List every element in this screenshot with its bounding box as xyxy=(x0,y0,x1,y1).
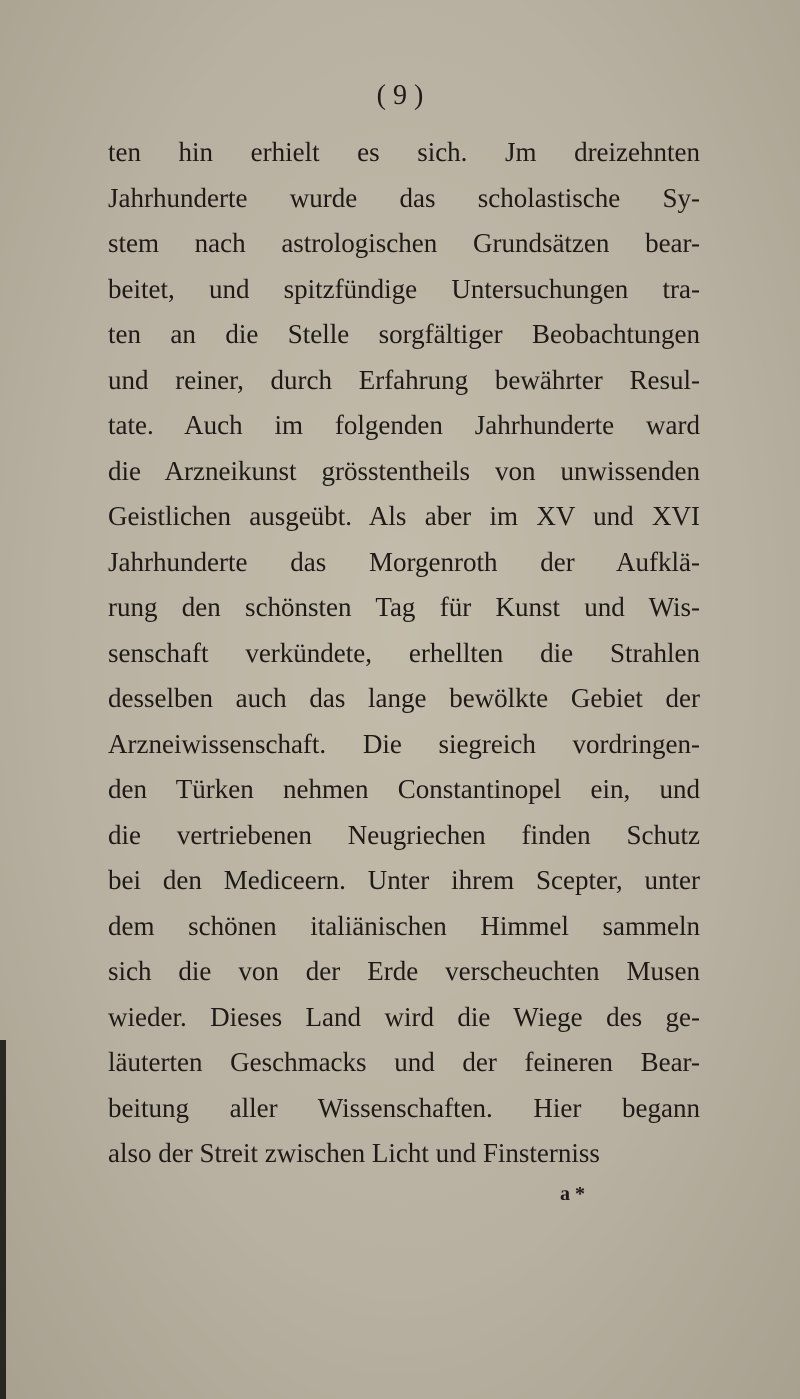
text-line: die vertriebenen Neugriechen finden Schutz xyxy=(108,819,700,850)
text-line: Jahrhunderte das Morgenroth der Aufklä- xyxy=(108,546,700,577)
text-line: stem nach astrologischen Grundsätzen bear- xyxy=(108,228,700,258)
text-line: Arzneiwissenschaft. Die siegreich vordringen- xyxy=(108,728,700,759)
text-line: läuterten Geschmacks und der feineren Bear- xyxy=(108,1047,700,1077)
text-line: Jahrhunderte wurde das scholastische Sy- xyxy=(108,182,700,213)
text-line: dem schönen italiänischen Himmel sammeln xyxy=(108,910,700,941)
text-line: ten hin erhielt es sich. Jm dreizehnten xyxy=(108,137,700,167)
page-number: ( 9 ) xyxy=(376,80,424,111)
signature-mark: a * xyxy=(560,1183,585,1205)
text-line: und reiner, durch Erfahrung bewährter Resul- xyxy=(108,364,700,395)
text-line: senschaft verkündete, erhellten die Strahlen xyxy=(108,637,700,668)
text-line: bei den Mediceern. Unter ihrem Scepter, unter xyxy=(108,865,700,895)
body-text xyxy=(108,130,700,1177)
text-line: also der Streit zwischen Licht und Finsterniss xyxy=(108,1138,600,1168)
text-line: Geistlichen ausgeübt. Als aber im XV und XVI xyxy=(108,501,700,531)
text-line: rung den schönsten Tag für Kunst und Wis- xyxy=(108,592,700,622)
text-line: tate. Auch im folgenden Jahrhunderte ward xyxy=(108,410,700,440)
text-line: beitung aller Wissenschaften. Hier begann xyxy=(108,1092,700,1123)
text-line: desselben auch das lange bewölkte Gebiet der xyxy=(108,683,700,713)
text-line: sich die von der Erde verscheuchten Musen xyxy=(108,956,700,986)
text-line: die Arzneikunst grösstentheils von unwissenden xyxy=(108,455,700,486)
page-edge-shadow xyxy=(0,1040,6,1399)
text-line: den Türken nehmen Constantinopel ein, und xyxy=(108,774,700,804)
text-line: wieder. Dieses Land wird die Wiege des ge- xyxy=(108,1001,700,1032)
text-line: beitet, und spitzfündige Untersuchungen tra- xyxy=(108,273,700,304)
text-line: ten an die Stelle sorgfältiger Beobachtungen xyxy=(108,319,700,349)
